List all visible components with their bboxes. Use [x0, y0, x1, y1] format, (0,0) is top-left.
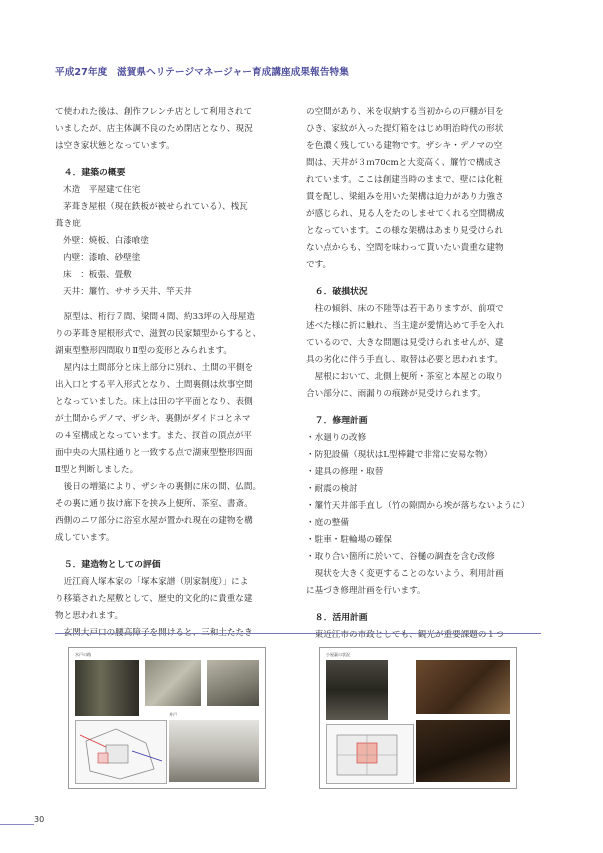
text-line: に基づき修理計画を行います。 — [306, 586, 426, 596]
figure-label-well: 井戸 — [169, 712, 177, 717]
text-line: ・防犯設備（現状はL型棒鍵で非常に安易な物） — [306, 450, 493, 460]
photo-stone-wall — [207, 660, 259, 706]
floor-plan-drawing — [326, 724, 414, 784]
text-line: の４室構成となっています。また、扠首の頂点が平 — [55, 431, 252, 441]
text-line: 柱の傾斜、床の不陸等は若干ありますが、前項で — [314, 304, 504, 314]
text-line: Ⅱ型と判断しました。 — [55, 465, 139, 475]
text-line: 後日の増築により、ザシキの裏側に床の間、仏間。 — [63, 482, 262, 492]
text-line: りの茅葺き屋根形式で、滋賀の民家類型からすると、 — [55, 329, 262, 339]
photo-attic-1 — [326, 660, 388, 720]
text-line: が土間からデノマ、ザシキ、裏側がダイドコとネマ — [55, 414, 251, 424]
text-line: いましたが、店主体調不良のため閉店となり、現況 — [55, 124, 253, 134]
figure-label-top: 水戸の路 — [75, 652, 91, 657]
text-line: ・建具の修理・取替 — [306, 467, 384, 477]
text-line: 外壁：焼板、白漆喰塗 — [63, 236, 149, 246]
text-line: ・水廻りの改修 — [306, 433, 367, 443]
section-heading: ８．活用計画 — [314, 613, 368, 623]
text-line: 面中央の大黒柱通りと一致する点で湖東型整形四面 — [55, 448, 253, 458]
text-line: 屋根において、北側上便所・茶室と本屋との取り — [314, 372, 504, 382]
section-heading: ６．破損状況 — [314, 287, 368, 297]
text-line: 木造 平屋建て住宅 — [63, 185, 141, 195]
text-line: は空き家状態となっています。 — [55, 141, 175, 151]
text-line: 合い部分に、雨漏りの痕跡が見受けられます。 — [306, 389, 486, 399]
text-line: 成しています。 — [55, 533, 115, 543]
figure-label-top: 小屋裏の状況 — [326, 652, 350, 657]
text-line: の空間があり、米を収納する当初からの戸棚が目を — [306, 107, 504, 117]
text-line: ているので、大きな問題は見受けられませんが、建 — [306, 338, 504, 348]
text-line: 床 ：板張、畳敷 — [63, 270, 132, 280]
text-line: その裏に通り抜け廊下を挟み上便所、茶室、書斎。 — [55, 499, 253, 509]
text-line: ・庭の整備 — [306, 518, 349, 528]
page-number: 30 — [34, 815, 45, 824]
text-line: 天井：簾竹、ササラ天井、竿天井 — [63, 287, 192, 297]
text-line: 貫を配し、梁組みを用いた架構は迫力があり力強さ — [306, 192, 504, 202]
section-heading: ５．建造物としての評価 — [63, 560, 161, 570]
text-line: 物と思われます。 — [55, 611, 124, 621]
text-line: 屋内は土間部分と床上部分に別れ、土間の平側を — [63, 363, 254, 373]
text-line: 玄関大戸口の腰高障子を開けると、三和土たたき — [63, 628, 253, 638]
section-divider — [55, 633, 541, 634]
site-plan-drawing — [75, 720, 167, 784]
text-line: 出入口とする平入形式となり、土間裏側は炊事空間 — [55, 380, 253, 390]
text-line: 茅葺き屋根（現在鉄板が被せられている）、桟瓦 — [63, 202, 248, 212]
right-text-column — [306, 104, 542, 644]
text-line: 原型は、桁行７間、梁間４間、約33坪の入母屋造 — [63, 312, 255, 322]
text-line: が感じられ、見る人をたのしませてくれる空間構成 — [306, 209, 505, 219]
text-line: 近江商人塚本家の「塚本家譜（別家制度）」によ — [63, 577, 249, 587]
text-line: ・駐車・駐輪場の確保 — [306, 535, 392, 545]
photo-attic-2 — [416, 660, 510, 714]
page-number-rule — [0, 824, 34, 825]
text-line: れています。ここは創建当時のままで、壁には化粧 — [306, 175, 503, 185]
photo-garden — [145, 660, 201, 706]
text-line: 東近江市の市政としても、観光が重要課題の１つ — [314, 630, 504, 640]
photo-alley — [75, 660, 139, 716]
text-line: ・耐震の検討 — [306, 484, 358, 494]
text-line: となっていました。床上は田の字平面となり、表側 — [55, 397, 253, 407]
text-line: 西側のニワ部分に浴室水屋が置かれ現在の建物を構 — [55, 516, 253, 526]
text-line: 葺き庇 — [55, 219, 81, 229]
figure-panel-attic-photos — [319, 647, 517, 789]
text-line: を色濃く残している建物です。ザシキ・デノマの空 — [306, 141, 503, 151]
photo-interior — [169, 720, 259, 782]
section-heading: ７．修理計画 — [314, 416, 368, 426]
text-line: ・取り合い箇所に於いて、谷樋の調査を含む改修 — [306, 552, 495, 562]
text-line: ない点からも、空間を味わって貰いたい貴重な建物 — [306, 243, 504, 253]
section-heading: ４．建築の概要 — [63, 168, 126, 178]
text-line: 現状を大きく変更することのないよう、利用計画 — [314, 569, 504, 579]
text-line: となっています。この様な架構はあまり見受けられ — [306, 226, 503, 236]
text-line: ・簾竹天井部手直し（竹の隙間から埃が落ちないように） — [306, 501, 530, 511]
text-line: 具の劣化に伴う手直し、取替は必要と思われます。 — [306, 355, 503, 365]
left-text-column — [55, 104, 291, 642]
text-line: て使われた後は、創作フレンチ店として利用されて — [55, 107, 253, 117]
text-line: です。 — [306, 260, 332, 270]
photo-attic-3 — [416, 720, 510, 782]
text-line: 述べた様に折に触れ、当主達が愛情込めて手を入れ — [306, 321, 505, 331]
text-line: ひき、家紋が入った提灯箱をはじめ明治時代の形状 — [306, 124, 504, 134]
running-header: 平成27年度 滋賀県ヘリテージマネージャー育成講座成果報告特集 — [55, 67, 349, 78]
text-line: 間は、天井が３ｍ70cmと大変高く、簾竹で構成さ — [306, 158, 502, 168]
figure-panel-site-photos — [68, 647, 266, 789]
text-line — [55, 301, 291, 309]
text-line: り移築された屋敷として、歴史的文化的に貴重な建 — [55, 594, 253, 604]
text-line: 内壁：漆喰、砂壁塗 — [63, 253, 141, 263]
text-line: 湖東型整形四間取りⅡ型の変形とみられます。 — [55, 346, 233, 356]
